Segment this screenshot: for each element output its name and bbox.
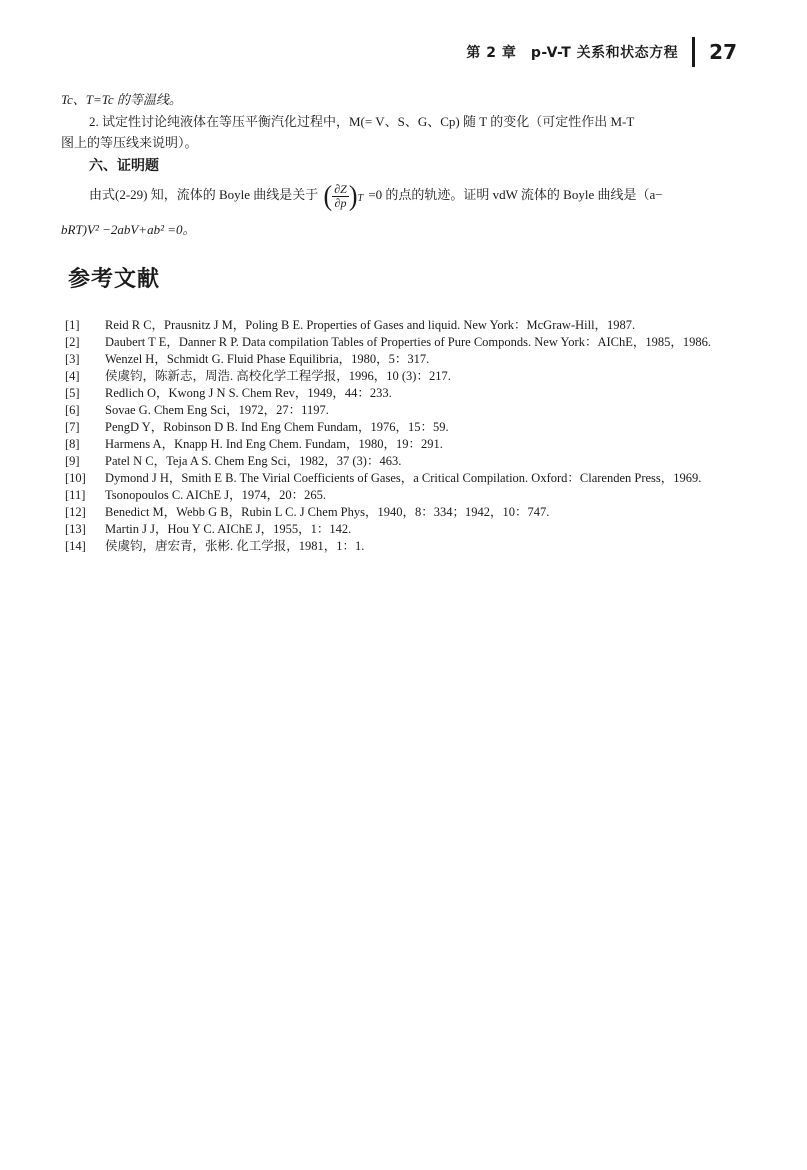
fraction-denominator: ∂p xyxy=(334,195,347,210)
reference-item xyxy=(65,368,745,385)
proof-text-before: 由式(2-29) 知，流体的 Boyle 曲线是关于 xyxy=(89,187,319,202)
reference-number: [1] xyxy=(65,318,80,332)
reference-text: Martin J J，Hou Y C. AIChE J，1955，1：142. xyxy=(105,522,352,536)
proof-line-2 xyxy=(61,220,741,240)
reference-text: Patel N C，Teja A S. Chem Eng Sci，1982，37 (3)：463. xyxy=(105,454,402,468)
references-title: 参考文献 xyxy=(68,267,161,292)
reference-text: Daubert T E，Danner R P. Data compilation Tables of Properties of Pure Componds. New York：AIChE，1985，1986. xyxy=(105,335,712,349)
reference-item xyxy=(65,521,745,538)
reference-number: [13] xyxy=(65,522,86,536)
question-2-line-1: 2. 试定性讨论纯液体在等压平衡汽化过程中，M(= V、S、G、Cp) 随 T 的变化（可定性作出 M-T xyxy=(89,114,635,129)
header-divider xyxy=(692,37,695,67)
reference-item xyxy=(65,470,745,487)
reference-item xyxy=(65,436,745,453)
body-line-isotherm xyxy=(61,90,741,110)
reference-number: [14] xyxy=(65,539,86,553)
reference-text: Wenzel H，Schmidt G. Fluid Phase Equilibria，1980，5：317. xyxy=(105,352,430,366)
reference-text: Dymond J H，Smith E B. The Virial Coefficients of Gases，a Critical Compilation. Oxford：Clarenden Press，1969. xyxy=(105,471,702,485)
reference-item xyxy=(65,402,745,419)
running-header xyxy=(466,38,737,66)
reference-text: Redlich O，Kwong J N S. Chem Rev，1949，44：233. xyxy=(105,386,392,400)
proof-paragraph xyxy=(61,180,769,210)
proof-text-after: =0 的点的轨迹。证明 vdW 流体的 Boyle 曲线是（a− xyxy=(368,187,663,202)
reference-number: [7] xyxy=(65,420,80,434)
reference-number: [12] xyxy=(65,505,86,519)
right-paren: ) xyxy=(348,179,358,212)
reference-number: [8] xyxy=(65,437,80,451)
section-6-heading: 六、证明题 xyxy=(89,158,159,174)
reference-number: [9] xyxy=(65,454,80,468)
reference-text: Harmens A，Knapp H. Ind Eng Chem. Fundam，1980，19：291. xyxy=(105,437,443,451)
reference-item xyxy=(65,334,745,351)
reference-text: 侯虞钧，唐宏青，张彬. 化工学报，1981，1：1. xyxy=(105,539,365,553)
reference-text: Sovae G. Chem Eng Sci，1972，27：1197. xyxy=(105,403,329,417)
reference-item xyxy=(65,504,745,521)
page-number: 27 xyxy=(709,40,737,64)
reference-item xyxy=(65,538,745,555)
section-6 xyxy=(61,156,741,176)
reference-item xyxy=(65,453,745,470)
reference-number: [10] xyxy=(65,471,86,485)
question-2 xyxy=(61,112,769,132)
isotherm-text: Tc、T=Tc 的等温线。 xyxy=(61,92,182,107)
reference-number: [11] xyxy=(65,488,86,502)
left-paren: ( xyxy=(323,179,333,212)
reference-item xyxy=(65,317,745,334)
fraction-numerator: ∂Z xyxy=(334,181,347,196)
question-2-line-2: 图上的等压线来说明）。 xyxy=(61,135,198,150)
reference-number: [5] xyxy=(65,386,80,400)
reference-item xyxy=(65,385,745,402)
reference-item xyxy=(65,419,745,436)
chapter-title: 第 2 章 p-V-T 关系和状态方程 xyxy=(466,45,679,61)
reference-item xyxy=(65,487,745,504)
reference-number: [4] xyxy=(65,369,80,383)
references-list xyxy=(65,317,745,555)
reference-item xyxy=(65,351,745,368)
reference-text: PengD Y，Robinson D B. Ind Eng Chem Fundam，1976，15：59. xyxy=(105,420,449,434)
reference-text: Tsonopoulos C. AIChE J，1974，20：265. xyxy=(105,488,327,502)
reference-text: Reid R C，Prausnitz J M，Poling B E. Properties of Gases and liquid. New York：McGraw-Hill，1987. xyxy=(105,318,636,332)
reference-text: 侯虞钧，陈新志，周浩. 高校化学工程学报，1996，10 (3)：217. xyxy=(105,369,451,383)
reference-number: [2] xyxy=(65,335,80,349)
reference-text: Benedict M，Webb G B，Rubin L C. J Chem Phys，1940，8：334；1942，10：747. xyxy=(105,505,550,519)
fraction-subscript: T xyxy=(357,192,364,204)
question-2-cont xyxy=(61,133,741,153)
partial-derivative xyxy=(323,179,364,212)
fraction xyxy=(332,183,349,210)
reference-number: [6] xyxy=(65,403,80,417)
reference-number: [3] xyxy=(65,352,80,366)
boyle-equation: bRT)V² −2abV+ab² =0。 xyxy=(61,222,196,237)
